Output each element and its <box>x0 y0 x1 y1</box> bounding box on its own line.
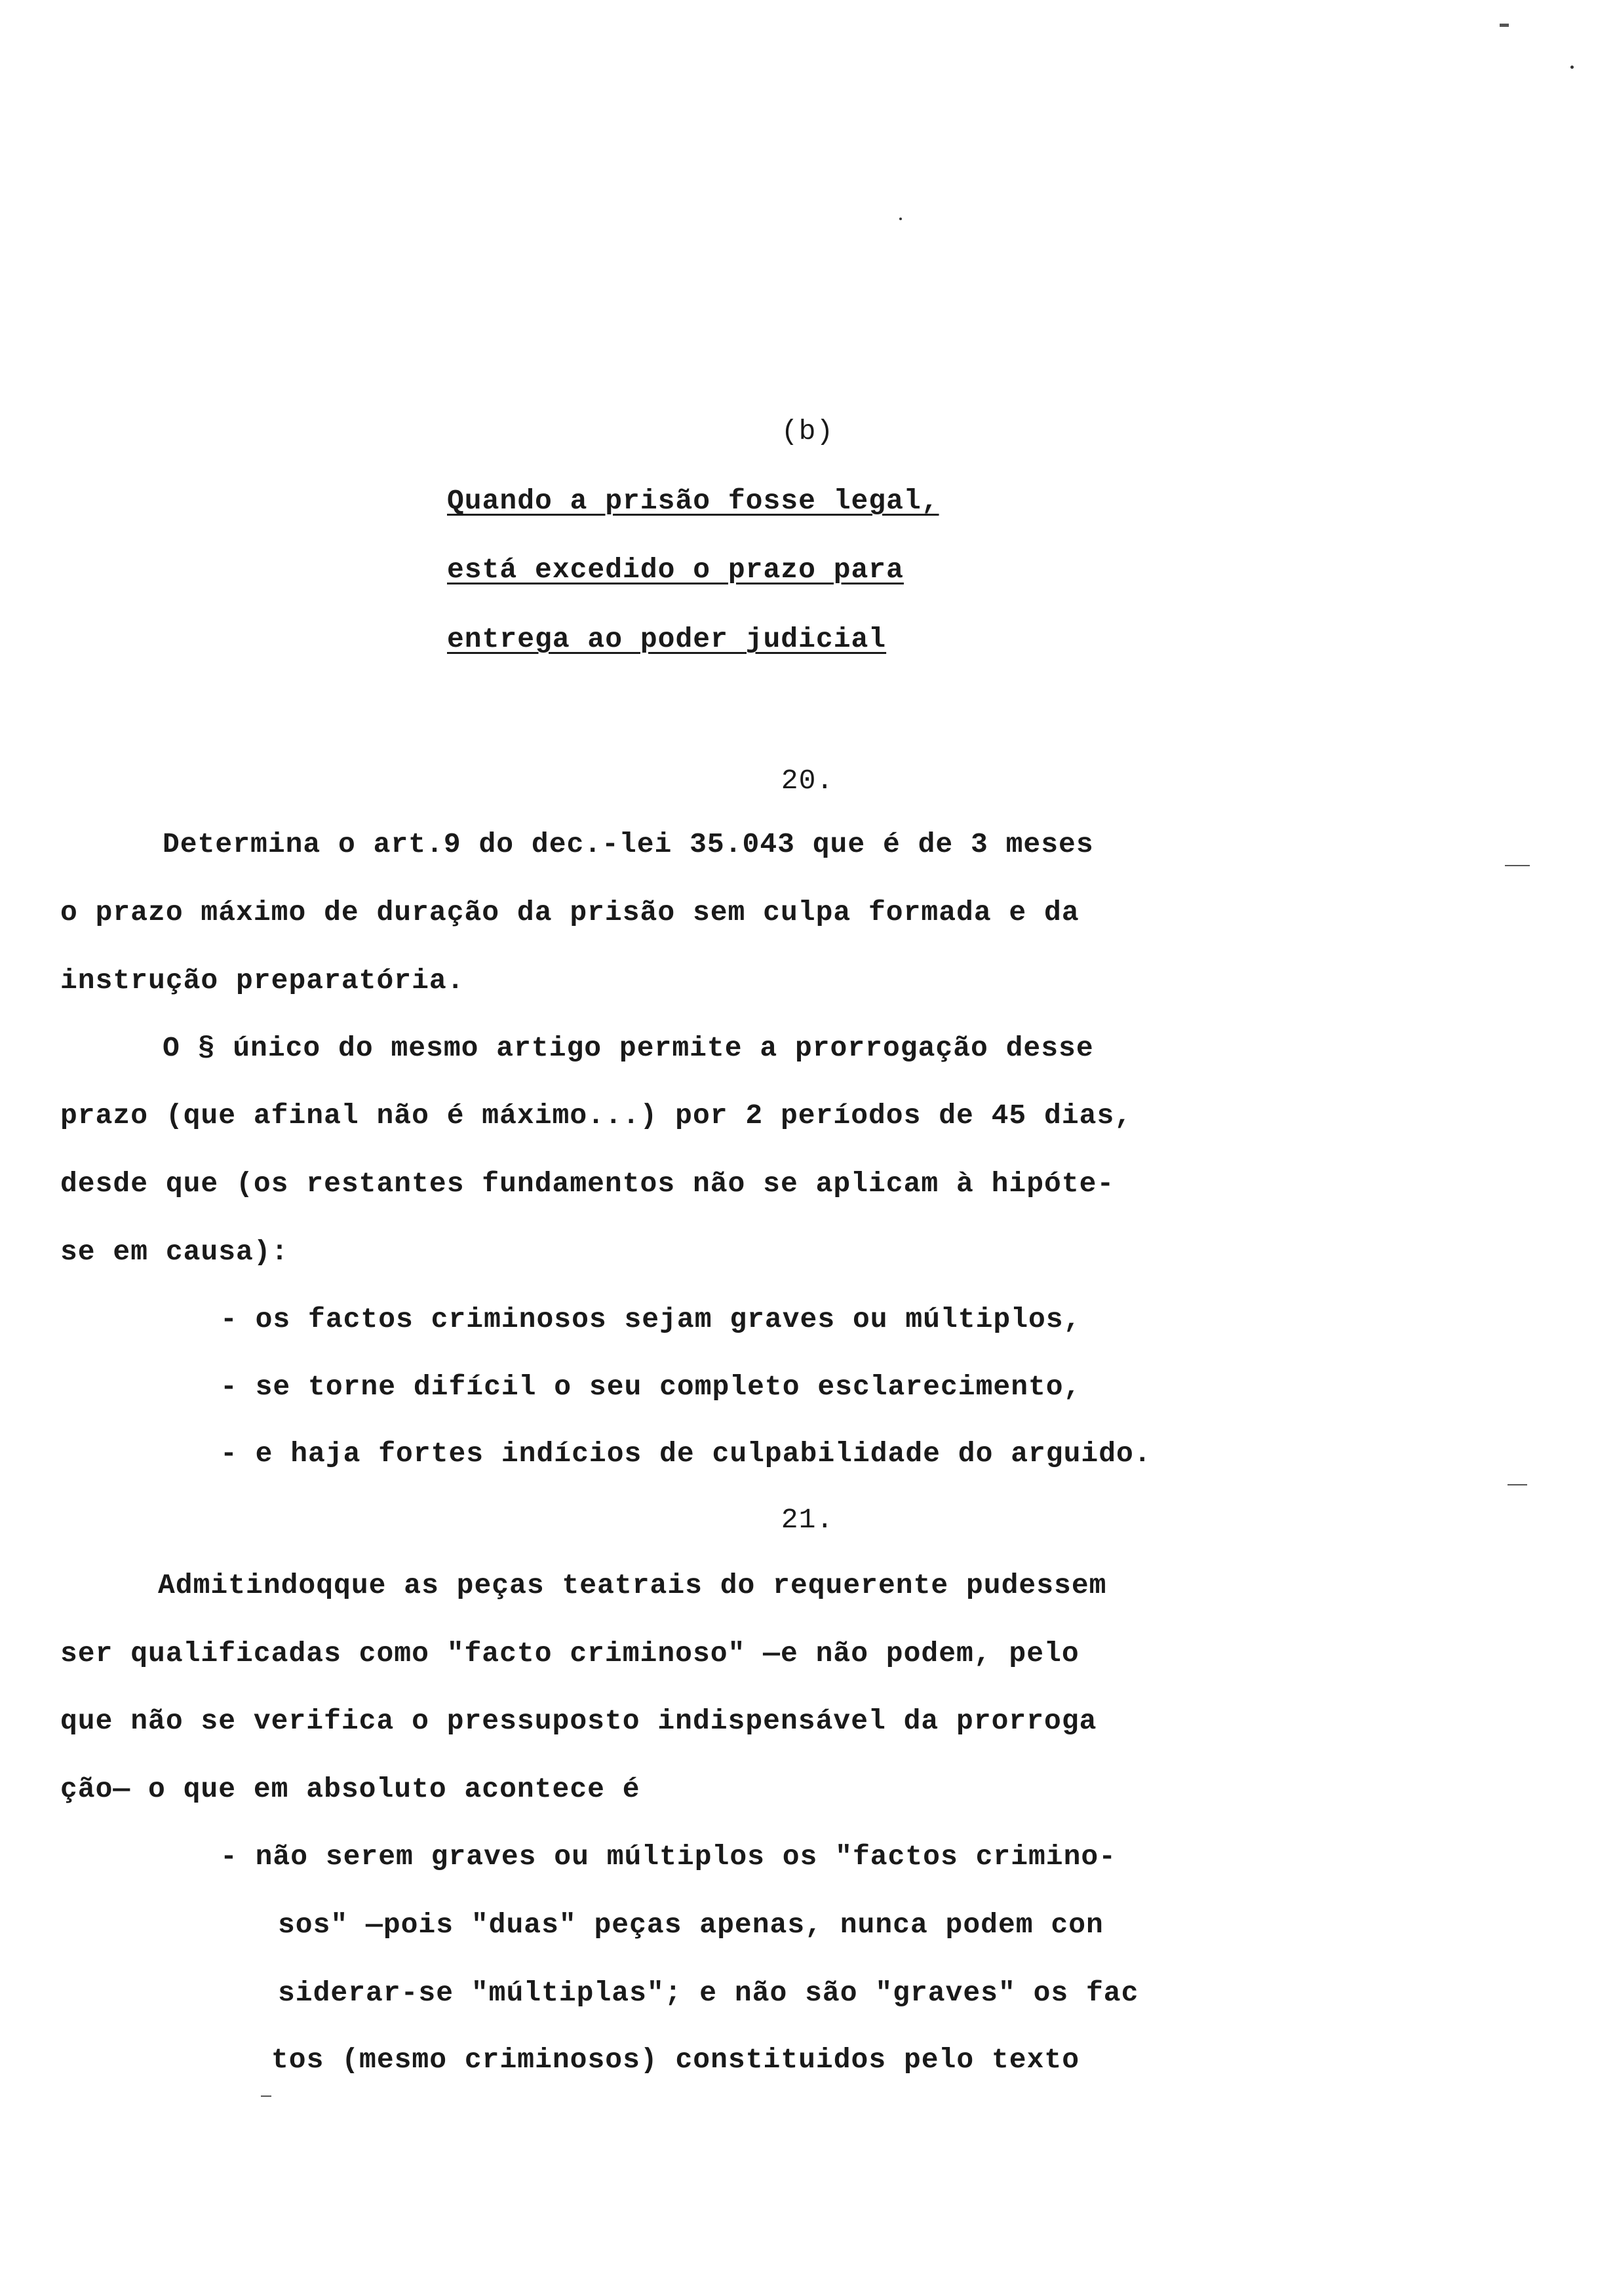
para20-line-4: O § único do mesmo artigo permite a prorrogação desse <box>163 1032 1094 1064</box>
scan-speck <box>1570 66 1574 69</box>
para21-line-3: que não se verifica o pressuposto indispensável da prorroga <box>60 1705 1097 1737</box>
para20-line-2: o prazo máximo de duração da prisão sem culpa formada e da <box>60 896 1080 928</box>
para21-item-line-3: siderar-se "múltiplas"; e não são "graves" os fac <box>278 1977 1139 2009</box>
paragraph-number-20: 20. <box>781 765 834 797</box>
para20-line-1: Determina o art.9 do dec.-lei 35.043 que é de 3 meses <box>163 828 1094 860</box>
scan-speck <box>1500 24 1509 27</box>
para20-line-7: se em causa): <box>60 1236 289 1268</box>
scan-speck <box>261 2095 271 2097</box>
para20-line-5: prazo (que afinal não é máximo...) por 2 períodos de 45 dias, <box>60 1100 1133 1132</box>
section-label: (b) <box>781 415 834 448</box>
para21-line-1: Admitindoqque as peças teatrais do requerente pudessem <box>158 1569 1107 1601</box>
paragraph-number-21: 21. <box>781 1504 834 1536</box>
heading-line-1: Quando a prisão fosse legal, <box>447 485 939 517</box>
heading-line-3: entrega ao poder judicial <box>447 623 887 655</box>
para20-item-3: - e haja fortes indícios de culpabilidade do arguido. <box>220 1438 1152 1470</box>
para20-item-2: - se torne difícil o seu completo esclarecimento, <box>220 1371 1081 1403</box>
heading-line-2: está excedido o prazo para <box>447 554 904 586</box>
para21-item-line-2: sos" —pois "duas" peças apenas, nunca podem con <box>278 1909 1104 1941</box>
para21-item-line-1: - não serem graves ou múltiplos os "factos crimino- <box>220 1841 1117 1873</box>
para21-line-4: ção— o que em absoluto acontece é <box>60 1773 640 1805</box>
scan-speck <box>899 218 902 220</box>
scan-speck <box>1505 865 1530 866</box>
para20-line-6: desde que (os restantes fundamentos não se aplicam à hipóte- <box>60 1168 1115 1200</box>
scan-speck <box>1508 1484 1527 1485</box>
para21-item-line-4: tos (mesmo criminosos) constituidos pelo texto <box>271 2044 1080 2076</box>
para20-item-1: - os factos criminosos sejam graves ou múltiplos, <box>220 1303 1081 1335</box>
para21-line-2: ser qualificadas como "facto criminoso" —e não podem, pelo <box>60 1637 1080 1670</box>
para20-line-3: instrução preparatória. <box>60 965 465 997</box>
